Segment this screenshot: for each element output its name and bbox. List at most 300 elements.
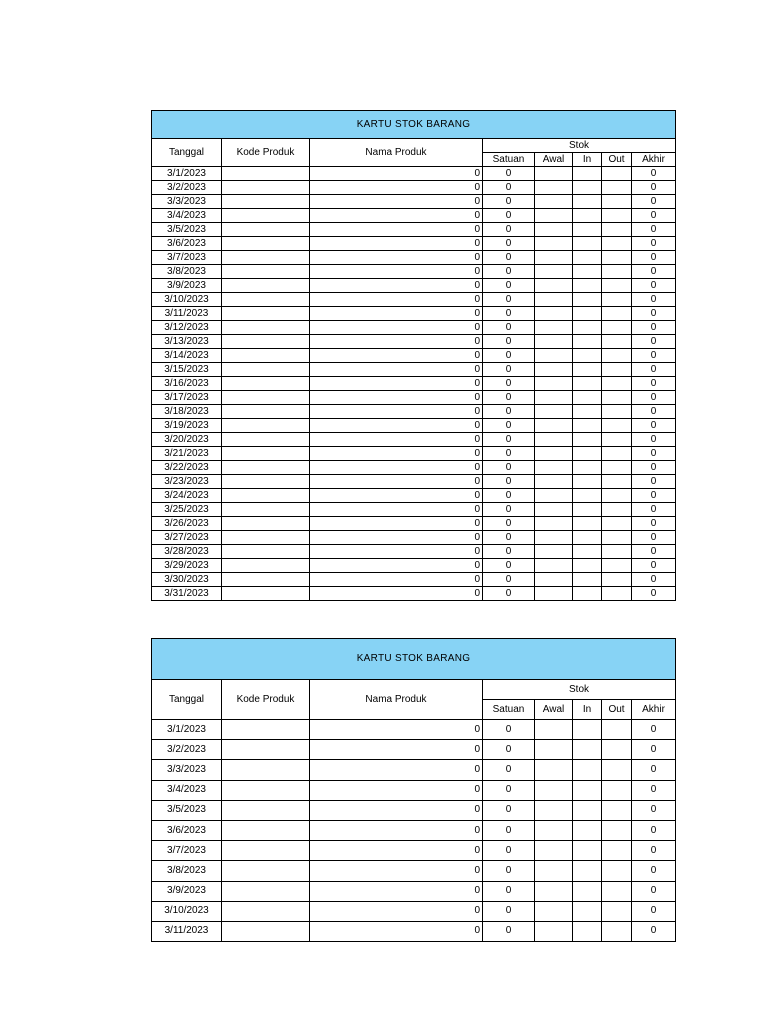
cell-kode-produk: [222, 517, 310, 531]
cell-in: [573, 573, 602, 587]
cell-awal: [535, 461, 573, 475]
cell-awal: [535, 740, 573, 760]
cell-out: [602, 587, 632, 601]
cell-kode-produk: [222, 901, 310, 921]
cell-in: [573, 475, 602, 489]
header-tanggal: Tanggal: [152, 139, 222, 167]
cell-akhir: 0: [632, 800, 676, 820]
cell-nama-produk: 0: [310, 800, 483, 820]
cell-kode-produk: [222, 587, 310, 601]
cell-in: [573, 419, 602, 433]
cell-akhir: 0: [632, 279, 676, 293]
cell-awal: [535, 349, 573, 363]
cell-nama-produk: 0: [310, 587, 483, 601]
cell-akhir: 0: [632, 335, 676, 349]
cell-in: [573, 405, 602, 419]
cell-in: [573, 820, 602, 840]
cell-in: [573, 167, 602, 181]
cell-out: [602, 279, 632, 293]
cell-in: [573, 780, 602, 800]
cell-tanggal: 3/9/2023: [152, 279, 222, 293]
cell-tanggal: 3/3/2023: [152, 760, 222, 780]
cell-nama-produk: 0: [310, 475, 483, 489]
cell-out: [602, 377, 632, 391]
cell-akhir: 0: [632, 433, 676, 447]
cell-nama-produk: 0: [310, 251, 483, 265]
table-row: [152, 780, 676, 800]
cell-satuan: 0: [483, 461, 535, 475]
cell-satuan: 0: [483, 800, 535, 820]
cell-kode-produk: [222, 433, 310, 447]
cell-awal: [535, 279, 573, 293]
cell-tanggal: 3/5/2023: [152, 800, 222, 820]
cell-akhir: 0: [632, 181, 676, 195]
cell-out: [602, 209, 632, 223]
cell-nama-produk: 0: [310, 517, 483, 531]
cell-in: [573, 447, 602, 461]
cell-satuan: 0: [483, 861, 535, 881]
cell-akhir: 0: [632, 461, 676, 475]
cell-satuan: 0: [483, 503, 535, 517]
cell-kode-produk: [222, 335, 310, 349]
cell-satuan: 0: [483, 489, 535, 503]
cell-in: [573, 559, 602, 573]
cell-satuan: 0: [483, 363, 535, 377]
cell-satuan: 0: [483, 820, 535, 840]
cell-satuan: 0: [483, 559, 535, 573]
cell-in: [573, 841, 602, 861]
cell-nama-produk: 0: [310, 419, 483, 433]
table-row: [152, 531, 676, 545]
cell-tanggal: 3/1/2023: [152, 720, 222, 740]
cell-akhir: 0: [632, 223, 676, 237]
table-row: [152, 349, 676, 363]
table-row: [152, 861, 676, 881]
cell-tanggal: 3/8/2023: [152, 861, 222, 881]
cell-akhir: 0: [632, 901, 676, 921]
cell-akhir: 0: [632, 720, 676, 740]
cell-nama-produk: 0: [310, 780, 483, 800]
cell-satuan: 0: [483, 740, 535, 760]
cell-kode-produk: [222, 223, 310, 237]
cell-out: [602, 293, 632, 307]
cell-out: [602, 841, 632, 861]
cell-satuan: 0: [483, 223, 535, 237]
table-row: [152, 209, 676, 223]
cell-out: [602, 517, 632, 531]
cell-nama-produk: 0: [310, 489, 483, 503]
header-kode-produk: Kode Produk: [222, 680, 310, 720]
cell-in: [573, 517, 602, 531]
cell-out: [602, 237, 632, 251]
cell-awal: [535, 433, 573, 447]
cell-satuan: 0: [483, 293, 535, 307]
cell-out: [602, 780, 632, 800]
cell-akhir: 0: [632, 573, 676, 587]
cell-satuan: 0: [483, 251, 535, 265]
table-row: [152, 363, 676, 377]
cell-nama-produk: 0: [310, 335, 483, 349]
cell-kode-produk: [222, 349, 310, 363]
cell-nama-produk: 0: [310, 921, 483, 941]
cell-out: [602, 489, 632, 503]
cell-kode-produk: [222, 740, 310, 760]
cell-tanggal: 3/8/2023: [152, 265, 222, 279]
cell-akhir: 0: [632, 419, 676, 433]
cell-awal: [535, 517, 573, 531]
table-row: [152, 901, 676, 921]
table-row: [152, 223, 676, 237]
cell-awal: [535, 293, 573, 307]
table-row: [152, 461, 676, 475]
cell-tanggal: 3/12/2023: [152, 321, 222, 335]
header-tanggal: Tanggal: [152, 680, 222, 720]
cell-kode-produk: [222, 279, 310, 293]
cell-awal: [535, 237, 573, 251]
cell-kode-produk: [222, 820, 310, 840]
header-awal: Awal: [535, 700, 573, 720]
cell-out: [602, 419, 632, 433]
table-row: [152, 181, 676, 195]
cell-nama-produk: 0: [310, 181, 483, 195]
cell-in: [573, 349, 602, 363]
cell-in: [573, 363, 602, 377]
cell-satuan: 0: [483, 901, 535, 921]
cell-tanggal: 3/9/2023: [152, 881, 222, 901]
header-satuan: Satuan: [483, 700, 535, 720]
cell-satuan: 0: [483, 760, 535, 780]
cell-in: [573, 265, 602, 279]
cell-out: [602, 349, 632, 363]
cell-awal: [535, 209, 573, 223]
cell-out: [602, 195, 632, 209]
table-row: [152, 419, 676, 433]
cell-tanggal: 3/4/2023: [152, 209, 222, 223]
cell-tanggal: 3/16/2023: [152, 377, 222, 391]
cell-tanggal: 3/19/2023: [152, 419, 222, 433]
table-row: [152, 195, 676, 209]
cell-kode-produk: [222, 531, 310, 545]
cell-kode-produk: [222, 419, 310, 433]
cell-kode-produk: [222, 720, 310, 740]
cell-nama-produk: 0: [310, 573, 483, 587]
cell-awal: [535, 251, 573, 265]
cell-kode-produk: [222, 489, 310, 503]
cell-out: [602, 861, 632, 881]
cell-nama-produk: 0: [310, 237, 483, 251]
cell-kode-produk: [222, 363, 310, 377]
cell-nama-produk: 0: [310, 363, 483, 377]
header-out: Out: [602, 700, 632, 720]
cell-kode-produk: [222, 573, 310, 587]
cell-nama-produk: 0: [310, 223, 483, 237]
cell-kode-produk: [222, 800, 310, 820]
cell-satuan: 0: [483, 265, 535, 279]
cell-out: [602, 740, 632, 760]
cell-in: [573, 800, 602, 820]
stock-card-table-1: [151, 110, 676, 601]
table-row: [152, 820, 676, 840]
cell-in: [573, 433, 602, 447]
cell-awal: [535, 921, 573, 941]
cell-kode-produk: [222, 475, 310, 489]
cell-kode-produk: [222, 293, 310, 307]
cell-satuan: 0: [483, 573, 535, 587]
table-row: [152, 545, 676, 559]
cell-kode-produk: [222, 447, 310, 461]
cell-kode-produk: [222, 265, 310, 279]
header-akhir: Akhir: [632, 153, 676, 167]
cell-awal: [535, 780, 573, 800]
cell-kode-produk: [222, 461, 310, 475]
cell-satuan: 0: [483, 447, 535, 461]
cell-kode-produk: [222, 195, 310, 209]
cell-in: [573, 335, 602, 349]
cell-satuan: 0: [483, 433, 535, 447]
cell-awal: [535, 559, 573, 573]
cell-nama-produk: 0: [310, 293, 483, 307]
cell-out: [602, 223, 632, 237]
cell-nama-produk: 0: [310, 720, 483, 740]
cell-satuan: 0: [483, 405, 535, 419]
cell-tanggal: 3/23/2023: [152, 475, 222, 489]
cell-akhir: 0: [632, 349, 676, 363]
header-akhir: Akhir: [632, 700, 676, 720]
cell-in: [573, 760, 602, 780]
cell-akhir: 0: [632, 740, 676, 760]
header-stok: Stok: [483, 139, 676, 153]
cell-in: [573, 293, 602, 307]
cell-tanggal: 3/24/2023: [152, 489, 222, 503]
cell-awal: [535, 447, 573, 461]
cell-tanggal: 3/25/2023: [152, 503, 222, 517]
table-title: KARTU STOK BARANG: [152, 639, 676, 680]
cell-satuan: 0: [483, 209, 535, 223]
cell-nama-produk: 0: [310, 545, 483, 559]
cell-tanggal: 3/11/2023: [152, 921, 222, 941]
cell-satuan: 0: [483, 181, 535, 195]
cell-out: [602, 881, 632, 901]
cell-awal: [535, 820, 573, 840]
cell-akhir: 0: [632, 881, 676, 901]
cell-kode-produk: [222, 760, 310, 780]
table-row: [152, 377, 676, 391]
cell-out: [602, 559, 632, 573]
cell-nama-produk: 0: [310, 433, 483, 447]
cell-satuan: 0: [483, 167, 535, 181]
cell-in: [573, 531, 602, 545]
header-satuan: Satuan: [483, 153, 535, 167]
cell-out: [602, 461, 632, 475]
cell-kode-produk: [222, 861, 310, 881]
cell-kode-produk: [222, 841, 310, 861]
cell-out: [602, 321, 632, 335]
cell-awal: [535, 363, 573, 377]
cell-akhir: 0: [632, 861, 676, 881]
cell-nama-produk: 0: [310, 265, 483, 279]
cell-awal: [535, 760, 573, 780]
cell-akhir: 0: [632, 167, 676, 181]
cell-nama-produk: 0: [310, 167, 483, 181]
cell-satuan: 0: [483, 391, 535, 405]
cell-out: [602, 251, 632, 265]
cell-nama-produk: 0: [310, 321, 483, 335]
cell-nama-produk: 0: [310, 760, 483, 780]
cell-out: [602, 265, 632, 279]
header-out: Out: [602, 153, 632, 167]
cell-satuan: 0: [483, 377, 535, 391]
cell-akhir: 0: [632, 503, 676, 517]
cell-out: [602, 167, 632, 181]
cell-in: [573, 251, 602, 265]
cell-awal: [535, 901, 573, 921]
cell-in: [573, 461, 602, 475]
stock-card-table-2: [151, 638, 676, 942]
cell-akhir: 0: [632, 517, 676, 531]
table-row: [152, 391, 676, 405]
cell-kode-produk: [222, 237, 310, 251]
table-row: [152, 587, 676, 601]
cell-awal: [535, 181, 573, 195]
cell-in: [573, 391, 602, 405]
cell-akhir: 0: [632, 293, 676, 307]
table-row: [152, 475, 676, 489]
cell-tanggal: 3/6/2023: [152, 820, 222, 840]
cell-awal: [535, 587, 573, 601]
cell-tanggal: 3/29/2023: [152, 559, 222, 573]
cell-in: [573, 720, 602, 740]
cell-satuan: 0: [483, 531, 535, 545]
cell-kode-produk: [222, 559, 310, 573]
cell-satuan: 0: [483, 349, 535, 363]
cell-awal: [535, 335, 573, 349]
cell-tanggal: 3/10/2023: [152, 901, 222, 921]
cell-awal: [535, 419, 573, 433]
cell-tanggal: 3/11/2023: [152, 307, 222, 321]
table-row: [152, 433, 676, 447]
cell-awal: [535, 265, 573, 279]
cell-in: [573, 921, 602, 941]
cell-awal: [535, 321, 573, 335]
cell-tanggal: 3/21/2023: [152, 447, 222, 461]
cell-satuan: 0: [483, 279, 535, 293]
table-row: [152, 447, 676, 461]
cell-satuan: 0: [483, 881, 535, 901]
cell-out: [602, 475, 632, 489]
cell-in: [573, 740, 602, 760]
cell-nama-produk: 0: [310, 820, 483, 840]
cell-in: [573, 881, 602, 901]
table-row: [152, 251, 676, 265]
cell-satuan: 0: [483, 321, 535, 335]
cell-akhir: 0: [632, 251, 676, 265]
cell-in: [573, 195, 602, 209]
table-row: [152, 503, 676, 517]
table-row: [152, 293, 676, 307]
cell-nama-produk: 0: [310, 209, 483, 223]
cell-out: [602, 363, 632, 377]
cell-out: [602, 433, 632, 447]
cell-out: [602, 447, 632, 461]
cell-in: [573, 489, 602, 503]
table-row: [152, 517, 676, 531]
cell-akhir: 0: [632, 447, 676, 461]
cell-in: [573, 307, 602, 321]
cell-awal: [535, 531, 573, 545]
cell-in: [573, 209, 602, 223]
table-row: [152, 279, 676, 293]
cell-out: [602, 573, 632, 587]
cell-nama-produk: 0: [310, 461, 483, 475]
cell-nama-produk: 0: [310, 195, 483, 209]
cell-awal: [535, 489, 573, 503]
cell-tanggal: 3/7/2023: [152, 251, 222, 265]
cell-out: [602, 405, 632, 419]
cell-akhir: 0: [632, 391, 676, 405]
cell-out: [602, 307, 632, 321]
cell-kode-produk: [222, 881, 310, 901]
cell-akhir: 0: [632, 195, 676, 209]
cell-in: [573, 545, 602, 559]
table-row: [152, 720, 676, 740]
cell-kode-produk: [222, 321, 310, 335]
cell-awal: [535, 475, 573, 489]
table-row: [152, 921, 676, 941]
cell-tanggal: 3/10/2023: [152, 293, 222, 307]
table-row: [152, 321, 676, 335]
cell-out: [602, 820, 632, 840]
cell-kode-produk: [222, 251, 310, 265]
cell-tanggal: 3/22/2023: [152, 461, 222, 475]
cell-tanggal: 3/14/2023: [152, 349, 222, 363]
cell-tanggal: 3/7/2023: [152, 841, 222, 861]
table-row: [152, 489, 676, 503]
cell-tanggal: 3/13/2023: [152, 335, 222, 349]
cell-out: [602, 503, 632, 517]
table-row: [152, 573, 676, 587]
cell-awal: [535, 545, 573, 559]
cell-nama-produk: 0: [310, 861, 483, 881]
header-nama-produk: Nama Produk: [310, 680, 483, 720]
table-row: [152, 307, 676, 321]
cell-satuan: 0: [483, 335, 535, 349]
cell-awal: [535, 861, 573, 881]
cell-out: [602, 901, 632, 921]
cell-nama-produk: 0: [310, 559, 483, 573]
cell-tanggal: 3/27/2023: [152, 531, 222, 545]
header-kode-produk: Kode Produk: [222, 139, 310, 167]
cell-akhir: 0: [632, 921, 676, 941]
cell-out: [602, 800, 632, 820]
cell-satuan: 0: [483, 780, 535, 800]
cell-awal: [535, 881, 573, 901]
header-awal: Awal: [535, 153, 573, 167]
cell-tanggal: 3/5/2023: [152, 223, 222, 237]
table-row: [152, 237, 676, 251]
cell-awal: [535, 841, 573, 861]
cell-in: [573, 861, 602, 881]
cell-akhir: 0: [632, 363, 676, 377]
cell-nama-produk: 0: [310, 405, 483, 419]
table-row: [152, 335, 676, 349]
cell-akhir: 0: [632, 405, 676, 419]
cell-awal: [535, 503, 573, 517]
cell-satuan: 0: [483, 475, 535, 489]
cell-awal: [535, 223, 573, 237]
cell-akhir: 0: [632, 760, 676, 780]
cell-in: [573, 503, 602, 517]
cell-tanggal: 3/1/2023: [152, 167, 222, 181]
